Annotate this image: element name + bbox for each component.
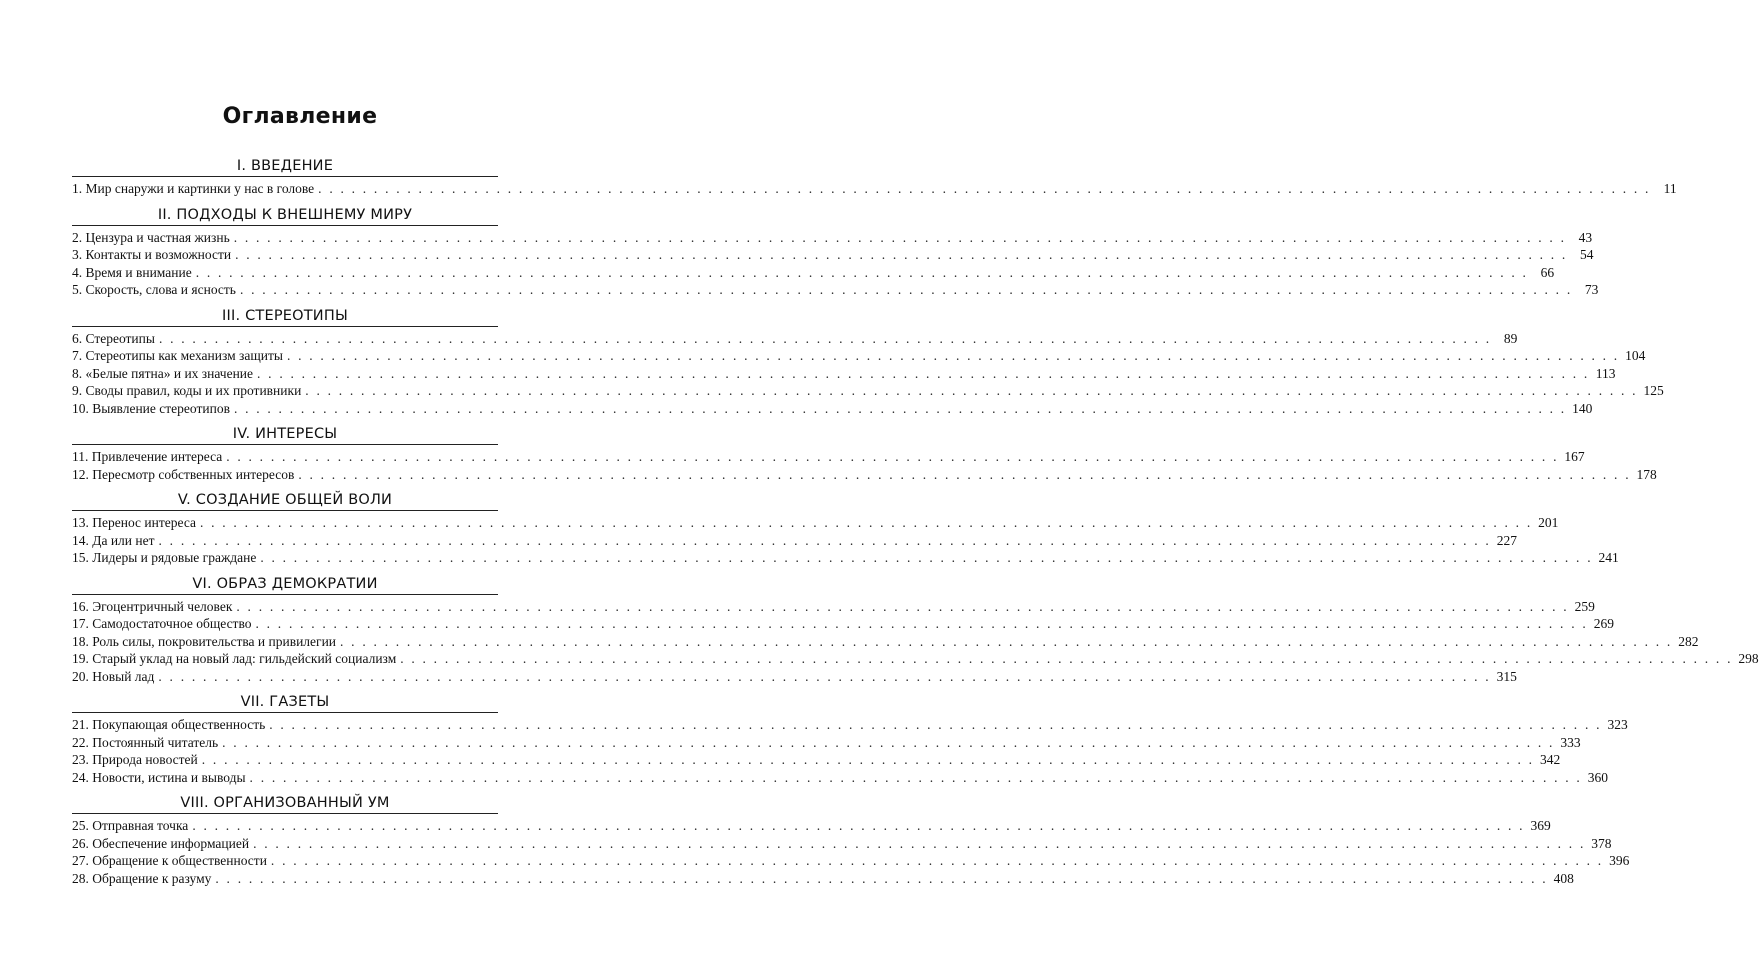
- toc-entry: [72, 751, 1561, 769]
- toc-entry: [72, 870, 1574, 888]
- chapter-title: 23. Природа новостей: [72, 752, 198, 767]
- page-number: 298: [1738, 651, 1759, 666]
- toc-entry: [72, 514, 1559, 532]
- page-number: 201: [1538, 515, 1559, 530]
- dot-leader: . . . . . . . . . . . . . . . . . . . . . . . . . . . . . . . . . . . . . . . . . . . . . . . . . . . . . . . . . . . . . . . . . . . . . . . . . . . . . . . . . . . . . . . . . . . . . . . . . . . . . . . . . . . . . . . . . . . . . . . .: [215, 870, 1548, 886]
- page-number: 113: [1595, 365, 1616, 381]
- part-heading: VII. ГАЗЕТЫ: [72, 692, 498, 713]
- page-number: 11: [1663, 181, 1677, 196]
- toc-entry: [72, 448, 1585, 466]
- page-number: 43: [1578, 229, 1593, 245]
- toc-entry: [72, 382, 1664, 400]
- table-of-contents: [72, 156, 1759, 887]
- toc-entry: [72, 650, 1759, 668]
- part-heading: II. ПОДХОДЫ К ВНЕШНЕМУ МИРУ: [72, 205, 498, 226]
- toc-entry: [72, 365, 1616, 383]
- toc-entry: [72, 769, 1608, 787]
- toc-part: [72, 793, 1630, 887]
- dot-leader: . . . . . . . . . . . . . . . . . . . . . . . . . . . . . . . . . . . . . . . . . . . . . . . . . . . . . . . . . . . . . . . . . . . . . . . . . . . . . . . . . . . . . . . . . . . . . . . . . . . . . . . . . . . . . . . . . . . . . . . .: [226, 449, 1559, 464]
- toc-entry: [72, 264, 1555, 282]
- page-number: 227: [1496, 532, 1517, 548]
- chapter-title: 20. Новый лад: [72, 668, 155, 684]
- page-number: 369: [1530, 818, 1551, 833]
- dot-leader: . . . . . . . . . . . . . . . . . . . . . . . . . . . . . . . . . . . . . . . . . . . . . . . . . . . . . . . . . . . . . . . . . . . . . . . . . . . . . . . . . . . . . . . . . . . . . . . . . . . . . . . . . . . . . . . . . . . . . . . .: [270, 853, 1604, 868]
- chapter-title: 26. Обеспечение информацией: [72, 835, 250, 851]
- chapter-title: 27. Обращение к общественности: [72, 853, 267, 868]
- toc-part: [72, 205, 1599, 299]
- toc-entry: [72, 668, 1517, 686]
- toc-part: [72, 692, 1628, 786]
- dot-leader: . . . . . . . . . . . . . . . . . . . . . . . . . . . . . . . . . . . . . . . . . . . . . . . . . . . . . . . . . . . . . . . . . . . . . . . . . . . . . . . . . . . . . . . . . . . . . . . . . . . . . . . . . . . . . . . . . . . . . . . .: [235, 247, 1568, 262]
- page-number: 89: [1503, 330, 1518, 346]
- toc-entry: [72, 466, 1657, 484]
- toc-entry: [72, 852, 1630, 870]
- page-number: 269: [1593, 616, 1614, 631]
- toc-entry: [72, 180, 1677, 198]
- dot-leader: . . . . . . . . . . . . . . . . . . . . . . . . . . . . . . . . . . . . . . . . . . . . . . . . . . . . . . . . . . . . . . . . . . . . . . . . . . . . . . . . . . . . . . . . . . . . . . . . . . . . . . . . . . . . . . . . . . . . . . . .: [158, 330, 1492, 346]
- part-heading: I. ВВЕДЕНИЕ: [72, 156, 498, 177]
- page-number: 167: [1564, 449, 1585, 464]
- dot-leader: . . . . . . . . . . . . . . . . . . . . . . . . . . . . . . . . . . . . . . . . . . . . . . . . . . . . . . . . . . . . . . . . . . . . . . . . . . . . . . . . . . . . . . . . . . . . . . . . . . . . . . . . . . . . . . . . . . . . . . . .: [233, 400, 1567, 416]
- part-heading: VI. ОБРАЗ ДЕМОКРАТИИ: [72, 574, 498, 595]
- toc-entry: [72, 598, 1595, 616]
- page-title: Оглавление: [222, 104, 378, 129]
- dot-leader: . . . . . . . . . . . . . . . . . . . . . . . . . . . . . . . . . . . . . . . . . . . . . . . . . . . . . . . . . . . . . . . . . . . . . . . . . . . . . . . . . . . . . . . . . . . . . . . . . . . . . . . . . . . . . . . . . . . . . . . .: [192, 818, 1525, 833]
- part-heading: IV. ИНТЕРЕСЫ: [72, 424, 498, 445]
- page-number: 66: [1540, 264, 1555, 280]
- dot-leader: . . . . . . . . . . . . . . . . . . . . . . . . . . . . . . . . . . . . . . . . . . . . . . . . . . . . . . . . . . . . . . . . . . . . . . . . . . . . . . . . . . . . . . . . . . . . . . . . . . . . . . . . . . . . . . . . . . . . . . . .: [199, 515, 1533, 530]
- chapter-title: 3. Контакты и возможности: [72, 247, 232, 262]
- dot-leader: . . . . . . . . . . . . . . . . . . . . . . . . . . . . . . . . . . . . . . . . . . . . . . . . . . . . . . . . . . . . . . . . . . . . . . . . . . . . . . . . . . . . . . . . . . . . . . . . . . . . . . . . . . . . . . . . . . . . . . . .: [253, 835, 1586, 851]
- part-heading: V. СОЗДАНИЕ ОБЩЕЙ ВОЛИ: [72, 490, 498, 511]
- page-number: 140: [1572, 400, 1593, 416]
- toc-entry: [72, 817, 1551, 835]
- chapter-title: 2. Цензура и частная жизнь: [72, 229, 230, 245]
- chapter-title: 16. Эгоцентричный человек: [72, 598, 233, 614]
- toc-part: [72, 306, 1664, 418]
- toc-entry: [72, 734, 1581, 752]
- chapter-title: 14. Да или нет: [72, 532, 155, 548]
- dot-leader: . . . . . . . . . . . . . . . . . . . . . . . . . . . . . . . . . . . . . . . . . . . . . . . . . . . . . . . . . . . . . . . . . . . . . . . . . . . . . . . . . . . . . . . . . . . . . . . . . . . . . . . . . . . . . . . . . . . . . . . .: [201, 752, 1535, 767]
- page-number: 259: [1574, 598, 1595, 614]
- dot-leader: . . . . . . . . . . . . . . . . . . . . . . . . . . . . . . . . . . . . . . . . . . . . . . . . . . . . . . . . . . . . . . . . . . . . . . . . . . . . . . . . . . . . . . . . . . . . . . . . . . . . . . . . . . . . . . . . . . . . . . . .: [305, 383, 1638, 398]
- chapter-title: 1. Мир снаружи и картинки у нас в голове: [72, 181, 315, 196]
- part-heading: VIII. ОРГАНИЗОВАННЫЙ УМ: [72, 793, 498, 814]
- chapter-title: 19. Старый уклад на новый лад: гильдейский социализм: [72, 651, 397, 666]
- chapter-title: 10. Выявление стереотипов: [72, 400, 230, 416]
- dot-leader: . . . . . . . . . . . . . . . . . . . . . . . . . . . . . . . . . . . . . . . . . . . . . . . . . . . . . . . . . . . . . . . . . . . . . . . . . . . . . . . . . . . . . . . . . . . . . . . . . . . . . . . . . . . . . . . . . . . . . . . .: [233, 229, 1567, 245]
- toc-entry: [72, 549, 1619, 567]
- chapter-title: 22. Постоянный читатель: [72, 734, 219, 750]
- page-number: 241: [1598, 550, 1619, 565]
- page-number: 342: [1539, 752, 1561, 767]
- chapter-title: 12. Пересмотр собственных интересов: [72, 466, 295, 482]
- dot-leader: . . . . . . . . . . . . . . . . . . . . . . . . . . . . . . . . . . . . . . . . . . . . . . . . . . . . . . . . . . . . . . . . . . . . . . . . . . . . . . . . . . . . . . . . . . . . . . . . . . . . . . . . . . . . . . . . . . . . . . . .: [255, 616, 1588, 631]
- toc-entry: [72, 347, 1646, 365]
- toc-entry: [72, 246, 1594, 264]
- dot-leader: . . . . . . . . . . . . . . . . . . . . . . . . . . . . . . . . . . . . . . . . . . . . . . . . . . . . . . . . . . . . . . . . . . . . . . . . . . . . . . . . . . . . . . . . . . . . . . . . . . . . . . . . . . . . . . . . . . . . . . . .: [400, 651, 1733, 666]
- dot-leader: . . . . . . . . . . . . . . . . . . . . . . . . . . . . . . . . . . . . . . . . . . . . . . . . . . . . . . . . . . . . . . . . . . . . . . . . . . . . . . . . . . . . . . . . . . . . . . . . . . . . . . . . . . . . . . . . . . . . . . . .: [158, 668, 1491, 684]
- chapter-title: 24. Новости, истина и выводы: [72, 769, 246, 785]
- chapter-title: 6. Стереотипы: [72, 330, 155, 346]
- toc-entry: [72, 330, 1518, 348]
- dot-leader: . . . . . . . . . . . . . . . . . . . . . . . . . . . . . . . . . . . . . . . . . . . . . . . . . . . . . . . . . . . . . . . . . . . . . . . . . . . . . . . . . . . . . . . . . . . . . . . . . . . . . . . . . . . . . . . . . . . . . . . .: [236, 598, 1569, 614]
- toc-entry: [72, 400, 1593, 418]
- chapter-title: 17. Самодостаточное общество: [72, 616, 252, 631]
- dot-leader: . . . . . . . . . . . . . . . . . . . . . . . . . . . . . . . . . . . . . . . . . . . . . . . . . . . . . . . . . . . . . . . . . . . . . . . . . . . . . . . . . . . . . . . . . . . . . . . . . . . . . . . . . . . . . . . . . . . . . . . .: [249, 769, 1582, 785]
- page-number: 378: [1591, 835, 1612, 851]
- chapter-title: 13. Перенос интереса: [72, 515, 196, 530]
- chapter-title: 4. Время и внимание: [72, 264, 192, 280]
- chapter-title: 28. Обращение к разуму: [72, 870, 212, 886]
- dot-leader: . . . . . . . . . . . . . . . . . . . . . . . . . . . . . . . . . . . . . . . . . . . . . . . . . . . . . . . . . . . . . . . . . . . . . . . . . . . . . . . . . . . . . . . . . . . . . . . . . . . . . . . . . . . . . . . . . . . . . . . .: [269, 717, 1602, 732]
- chapter-title: 15. Лидеры и рядовые граждане: [72, 550, 257, 565]
- page-number: 73: [1584, 282, 1599, 297]
- dot-leader: . . . . . . . . . . . . . . . . . . . . . . . . . . . . . . . . . . . . . . . . . . . . . . . . . . . . . . . . . . . . . . . . . . . . . . . . . . . . . . . . . . . . . . . . . . . . . . . . . . . . . . . . . . . . . . . . . . . . . . . .: [260, 550, 1593, 565]
- toc-entry: [72, 615, 1614, 633]
- page-number: 178: [1636, 466, 1657, 482]
- chapter-title: 11. Привлечение интереса: [72, 449, 223, 464]
- toc-entry: [72, 835, 1612, 853]
- toc-part: [72, 424, 1657, 483]
- page-number: 333: [1560, 734, 1581, 750]
- toc-part: [72, 574, 1759, 686]
- toc-part: [72, 156, 1677, 198]
- page-number: 408: [1553, 870, 1574, 886]
- dot-leader: . . . . . . . . . . . . . . . . . . . . . . . . . . . . . . . . . . . . . . . . . . . . . . . . . . . . . . . . . . . . . . . . . . . . . . . . . . . . . . . . . . . . . . . . . . . . . . . . . . . . . . . . . . . . . . . . . . . . . . . .: [158, 532, 1491, 548]
- chapter-title: 7. Стереотипы как механизм защиты: [72, 348, 283, 363]
- chapter-title: 8. «Белые пятна» и их значение: [72, 365, 254, 381]
- chapter-title: 5. Скорость, слова и ясность: [72, 282, 236, 297]
- chapter-title: 18. Роль силы, покровительства и привилегии: [72, 633, 337, 649]
- page-number: 104: [1625, 348, 1646, 363]
- page-number: 54: [1580, 247, 1594, 262]
- dot-leader: . . . . . . . . . . . . . . . . . . . . . . . . . . . . . . . . . . . . . . . . . . . . . . . . . . . . . . . . . . . . . . . . . . . . . . . . . . . . . . . . . . . . . . . . . . . . . . . . . . . . . . . . . . . . . . . . . . . . . . . .: [222, 734, 1555, 750]
- dot-leader: . . . . . . . . . . . . . . . . . . . . . . . . . . . . . . . . . . . . . . . . . . . . . . . . . . . . . . . . . . . . . . . . . . . . . . . . . . . . . . . . . . . . . . . . . . . . . . . . . . . . . . . . . . . . . . . . . . . . . . . .: [257, 365, 1590, 381]
- page-number: 360: [1587, 769, 1608, 785]
- chapter-title: 21. Покупающая общественность: [72, 717, 266, 732]
- dot-leader: . . . . . . . . . . . . . . . . . . . . . . . . . . . . . . . . . . . . . . . . . . . . . . . . . . . . . . . . . . . . . . . . . . . . . . . . . . . . . . . . . . . . . . . . . . . . . . . . . . . . . . . . . . . . . . . . . . . . . . . .: [318, 181, 1651, 196]
- dot-leader: . . . . . . . . . . . . . . . . . . . . . . . . . . . . . . . . . . . . . . . . . . . . . . . . . . . . . . . . . . . . . . . . . . . . . . . . . . . . . . . . . . . . . . . . . . . . . . . . . . . . . . . . . . . . . . . . . . . . . . . .: [286, 348, 1620, 363]
- chapter-title: 25. Отправная точка: [72, 818, 189, 833]
- toc-part: [72, 490, 1619, 567]
- toc-entry: [72, 281, 1599, 299]
- part-heading: III. СТЕРЕОТИПЫ: [72, 306, 498, 327]
- toc-entry: [72, 633, 1699, 651]
- toc-entry: [72, 716, 1628, 734]
- dot-leader: . . . . . . . . . . . . . . . . . . . . . . . . . . . . . . . . . . . . . . . . . . . . . . . . . . . . . . . . . . . . . . . . . . . . . . . . . . . . . . . . . . . . . . . . . . . . . . . . . . . . . . . . . . . . . . . . . . . . . . . .: [239, 282, 1573, 297]
- page-number: 315: [1496, 668, 1517, 684]
- dot-leader: . . . . . . . . . . . . . . . . . . . . . . . . . . . . . . . . . . . . . . . . . . . . . . . . . . . . . . . . . . . . . . . . . . . . . . . . . . . . . . . . . . . . . . . . . . . . . . . . . . . . . . . . . . . . . . . . . . . . . . . .: [340, 633, 1673, 649]
- dot-leader: . . . . . . . . . . . . . . . . . . . . . . . . . . . . . . . . . . . . . . . . . . . . . . . . . . . . . . . . . . . . . . . . . . . . . . . . . . . . . . . . . . . . . . . . . . . . . . . . . . . . . . . . . . . . . . . . . . . . . . . .: [298, 466, 1631, 482]
- toc-entry: [72, 229, 1593, 247]
- page-number: 125: [1643, 383, 1664, 398]
- toc-entry: [72, 532, 1517, 550]
- page-number: 282: [1678, 633, 1699, 649]
- dot-leader: . . . . . . . . . . . . . . . . . . . . . . . . . . . . . . . . . . . . . . . . . . . . . . . . . . . . . . . . . . . . . . . . . . . . . . . . . . . . . . . . . . . . . . . . . . . . . . . . . . . . . . . . . . . . . . . . . . . . . . . .: [195, 264, 1529, 280]
- page-number: 323: [1607, 717, 1628, 732]
- page-number: 396: [1609, 853, 1630, 868]
- chapter-title: 9. Своды правил, коды и их противники: [72, 383, 302, 398]
